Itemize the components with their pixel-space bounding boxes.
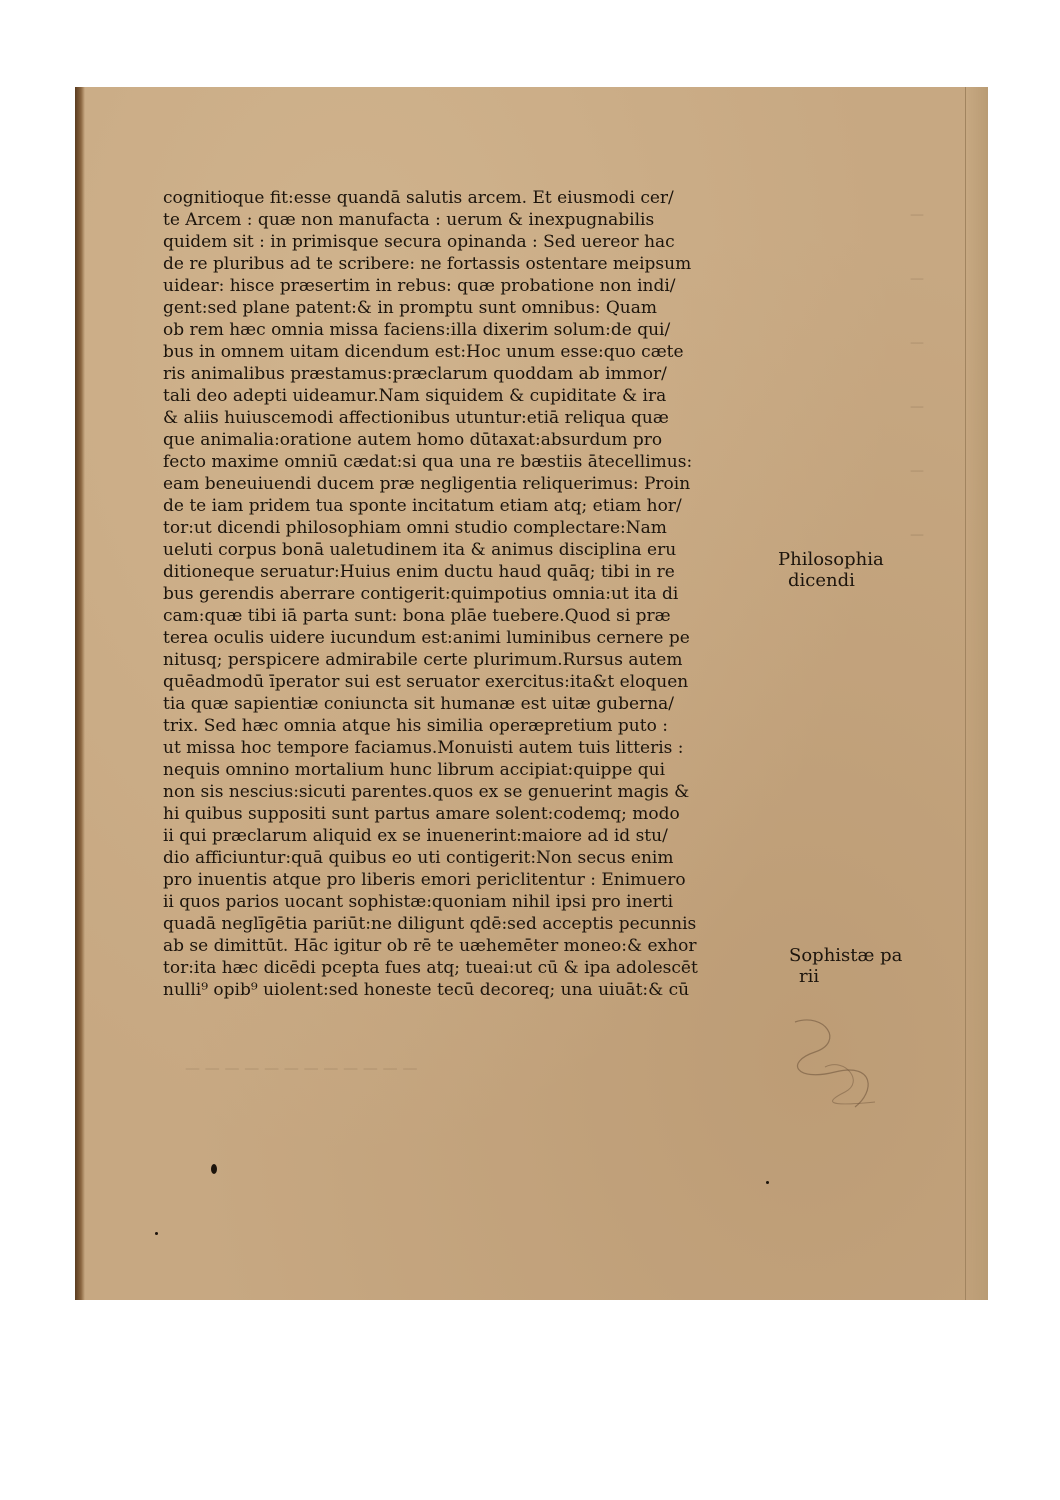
marginal-note-line: dicendi [788,570,855,591]
text-line: nulli⁹ opib⁹ uiolent:sed honeste tecū decoreq; una uiuāt:& cū [163,980,690,1000]
marginal-note-line: Philosophia [778,549,884,570]
show-through-margin: — — — — — — [910,207,924,543]
text-line: tia quæ sapientiæ coniuncta sit humanæ est uitæ guberna/ [163,694,675,714]
text-line: que animalia:oratione autem homo dūtaxat:absurdum pro [163,430,663,450]
text-line: terea oculis uidere iucundum est:animi luminibus cernere pe [163,628,690,648]
text-line: quadā neglīgētia pariūt:ne diligunt qdē:sed acceptis pecunnis [163,914,697,934]
marginal-note-line: Sophistæ pa [789,945,903,966]
show-through-text: — — — — — — — — — — — — [185,1059,418,1077]
marginal-note-philosophia [778,549,884,591]
text-line: te Arcem : quæ non manufacta : uerum & inexpugnabilis [163,210,655,230]
text-line: eam beneuiuendi ducem præ negligentia reliquerimus: Proin [163,474,691,494]
text-line: ii qui præclarum aliquid ex se inuenerint:maiore ad id stu/ [163,826,668,846]
text-line: trix. Sed hæc omnia atque his similia operæpretium puto : [163,716,668,736]
marginal-note-line: rii [799,966,820,987]
text-line: de te iam pridem tua sponte incitatum etiam atq; etiam hor/ [163,496,682,516]
text-line: tor:ita hæc dicēdi pcepta fues atq; tueai:ut cū & ipa adolescēt [163,958,698,978]
text-line: cam:quæ tibi iā parta sunt: bona plāe tuebere.Quod si præ [163,606,671,626]
text-line: non sis nescius:sicuti parentes.quos ex se genuerint magis & [163,782,690,802]
ink-speck [155,1232,158,1235]
ink-speck [211,1164,217,1174]
text-line: uidear: hisce præsertim in rebus: quæ probatione non indi/ [163,276,676,296]
text-line: ditioneque seruatur:Huius enim ductu haud quāq; tibi in re [163,562,675,582]
text-line: hi quibus suppositi sunt partus amare solent:codemq; modo [163,804,680,824]
text-line: quēadmodū īperator sui est seruator exercitus:ita&t eloquen [163,672,689,692]
text-line: ris animalibus præstamus:præclarum quoddam ab immor/ [163,364,667,384]
ink-speck [766,1181,769,1184]
text-line: ut missa hoc tempore faciamus.Monuisti autem tuis litteris : [163,738,684,758]
text-line: cognitioque fit:esse quandā salutis arcem. Et eiusmodi cer/ [163,188,674,208]
text-line: dio afficiuntur:quā quibus eo uti contigerit:Non secus enim [163,848,674,868]
page-edge [965,87,988,1300]
text-line: nitusq; perspicere admirabile certe plurimum.Rursus autem [163,650,683,670]
text-line: fecto maxime omniū cædat:si qua una re bæstiis ātecellimus: [163,452,693,472]
text-line: pro inuentis atque pro liberis emori periclitentur : Enimuero [163,870,686,890]
text-line: tali deo adepti uideamur.Nam siquidem & cupiditate & ira [163,386,667,406]
text-line: tor:ut dicendi philosophiam omni studio complectare:Nam [163,518,667,538]
text-line: bus in omnem uitam dicendum est:Hoc unum esse:quo cæte [163,342,684,362]
text-line: ab se dimittūt. Hāc igitur ob rē te uæhemēter moneo:& exhor [163,936,697,956]
text-line: gent:sed plane patent:& in promptu sunt omnibus: Quam [163,298,657,318]
binding-gutter [75,87,85,1300]
text-line: nequis omnino mortalium hunc librum accipiat:quippe qui [163,760,666,780]
marginal-note-sophistae [789,945,902,987]
text-line: ueluti corpus bonā ualetudinem ita & animus disciplina eru [163,540,677,560]
text-line: ii quos parios uocant sophistæ:quoniam nihil ipsi pro inerti [163,892,674,912]
text-line: & aliis huiuscemodi affectionibus utuntur:etiā reliqua quæ [163,408,669,428]
text-line: bus gerendis aberrare contigerit:quimpotius omnia:ut ita di [163,584,679,604]
text-line: ob rem hæc omnia missa faciens:illa dixerim solum:de qui/ [163,320,671,340]
text-line: quidem sit : in primisque secura opinanda : Sed uereor hac [163,232,675,252]
page-scan [75,87,988,1300]
text-line: de re pluribus ad te scribere: ne fortassis ostentare meipsum [163,254,692,274]
body-text [163,187,863,1001]
